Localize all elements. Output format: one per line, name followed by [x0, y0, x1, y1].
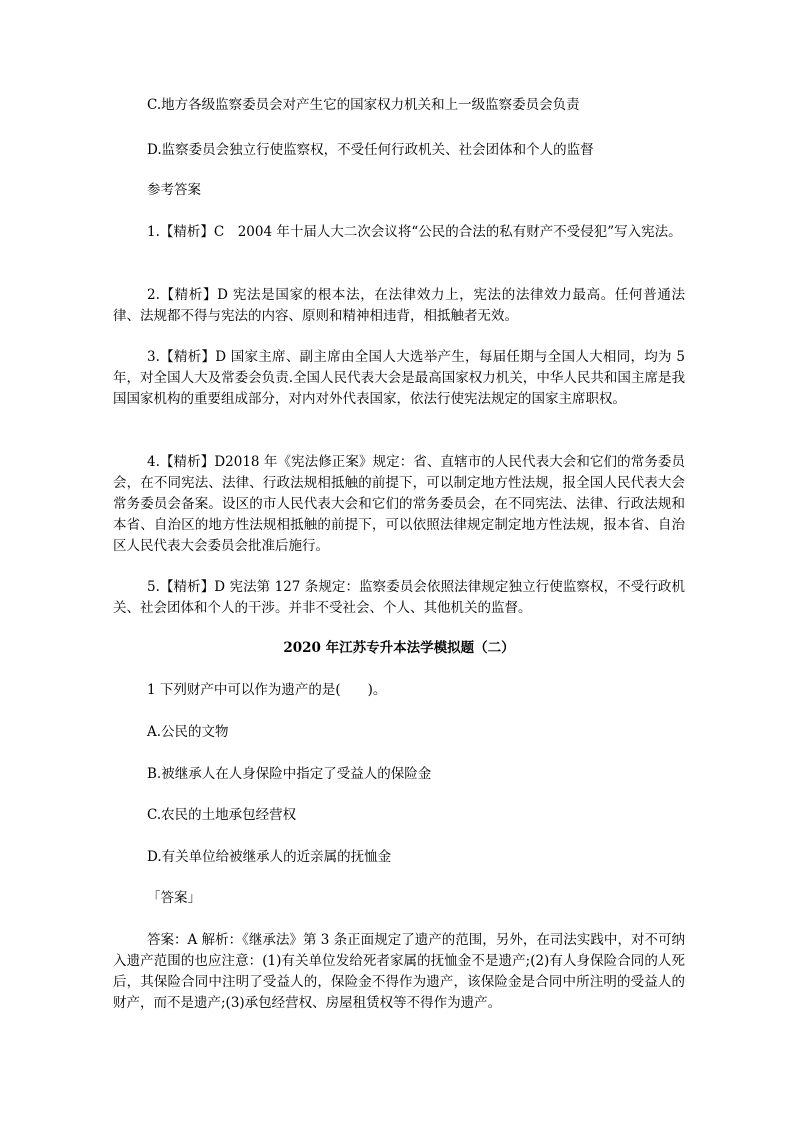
- answer-3: 3.【精析】D 国家主席、副主席由全国人大选举产生，每届任期与全国人大相同，均为 5 年，对全国人大及常委会负责.全国人民代表大会是最高国家权力机关，中华人民共和国主席是我国国家机构的重要组成部分，对内对外代表国家，依法行使宪法规定的国家主席职权。: [113, 349, 685, 407]
- question-option-c: C.农民的土地承包经营权: [147, 807, 297, 823]
- question-1: 1 下列财产中可以作为遗产的是( )。: [147, 682, 387, 698]
- answers-heading: 参考答案: [147, 182, 201, 198]
- option-d: D.监察委员会独立行使监察权，不受任何行政机关、社会团体和个人的监督: [147, 142, 594, 158]
- question-option-b: B.被继承人在人身保险中指定了受益人的保险金: [147, 766, 432, 782]
- answer-2: 2.【精析】D 宪法是国家的根本法，在法律效力上，宪法的法律效力最高。任何普通法律、法规都不得与宪法的内容、原则和精神相违背，相抵触者无效。: [113, 287, 685, 324]
- answer-4: 4.【精析】D2018 年《宪法修正案》规定：省、直辖市的人民代表大会和它们的常务委员会，在不同宪法、法律、行政法规相抵触的前提下，可以制定地方性法规，报全国人民代表大会常务委员会备案。设区的市人民代表大会和它们的常务委员会，在不同宪法、法律、行政法规和本省、自治区的地方性法规相抵触的前提下，可以依照法律规定制定地方性法规，报本省、自治区人民代表大会委员会批准后施行。: [113, 454, 685, 554]
- option-c: C.地方各级监察委员会对产生它的国家权力机关和上一级监察委员会负责: [147, 97, 580, 113]
- question-option-d: D.有关单位给被继承人的近亲属的抚恤金: [147, 849, 392, 865]
- answer-5: 5.【精析】D 宪法第 127 条规定：监察委员会依照法律规定独立行使监察权，不受行政机关、社会团体和个人的干涉。并非不受社会、个人、其他机关的监督。: [113, 579, 685, 616]
- question-option-a: A.公民的文物: [147, 724, 229, 740]
- answer-1: 1.【精析】C 2004 年十届人大二次会议将“公民的合法的私有财产不受侵犯”写入宪法。: [147, 224, 682, 240]
- answer-heading: 「答案」: [147, 890, 201, 906]
- section-title: 2020 年江苏专升本法学模拟题（二）: [283, 640, 515, 656]
- answer-explanation: 答案：A 解析：《继承法》第 3 条正面规定了遗产的范围，另外，在司法实践中，对不可纳入遗产范围的也应注意：(1)有关单位发给死者家属的抚恤金不是遗产;(2)有人身保险合同的人死后，其保险合同中注明了受益人的，保险金不得作为遗产，该保险金是合同中所注明的受益人的财产，而不是遗产;(3)承包经营权、房屋租赁权等不得作为遗产。: [113, 932, 685, 1011]
